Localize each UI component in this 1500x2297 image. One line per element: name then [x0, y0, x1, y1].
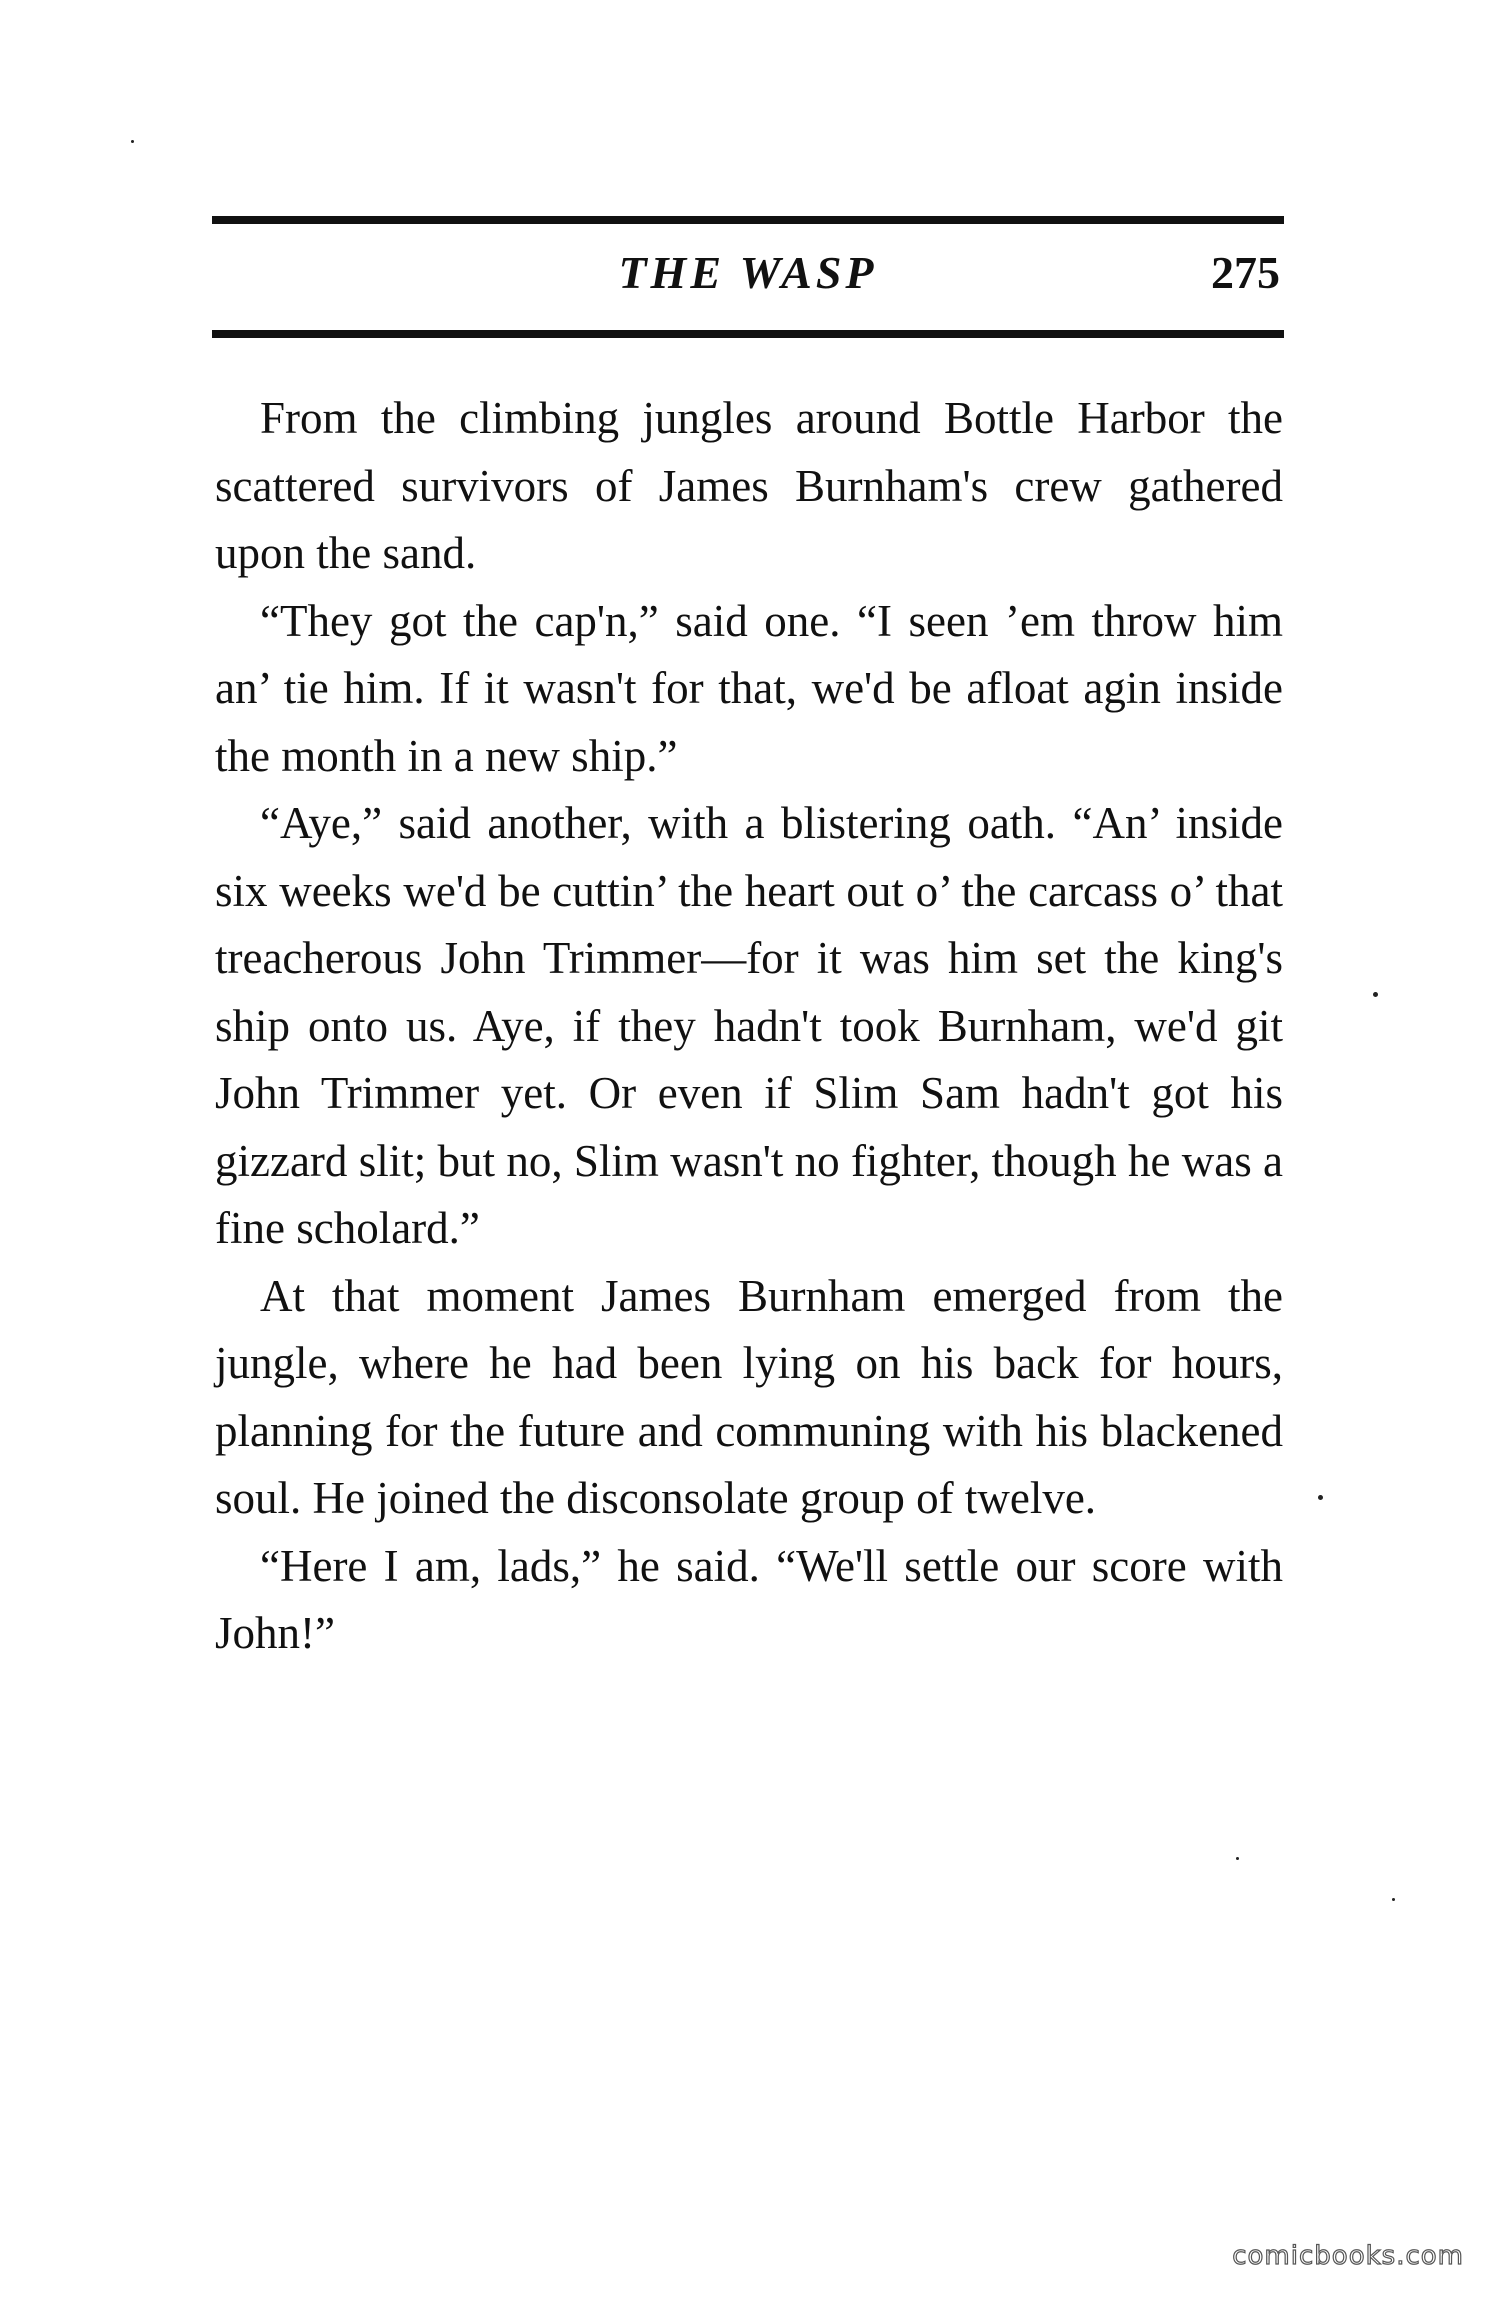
scan-speck: [1373, 992, 1378, 997]
watermark: comicbooks.com: [1232, 2241, 1464, 2271]
paragraph: From the climbing jungles around Bottle Harbor the scattered survivors of James Burnham's crew gathered upon the sand.: [215, 393, 1283, 578]
page-number: 275: [1211, 247, 1280, 298]
scan-speck: [131, 140, 134, 143]
scan-speck: [1318, 1495, 1323, 1500]
running-title: THE WASP: [618, 247, 878, 298]
paragraph: “Here I am, lads,” he said. “We'll settle our score with John!”: [215, 1540, 1283, 1658]
header-bottom-rule: [212, 330, 1284, 338]
header-top-rule: [212, 216, 1284, 224]
paragraph: “They got the cap'n,” said one. “I seen ’em throw him an’ tie him. If it wasn't for that, we'd be afloat agin inside the month in a new ship.”: [215, 595, 1283, 781]
paragraph: At that moment James Burnham emerged from the jungle, where he had been lying on his back for hours, planning for the future and communing with his blackened soul. He joined the disconsolate group of twelve.: [215, 1270, 1283, 1523]
running-head: [212, 236, 1284, 316]
scan-speck: [1392, 1898, 1395, 1901]
paragraph: “Aye,” said another, with a blistering oath. “An’ inside six weeks we'd be cuttin’ the heart out o’ the carcass o’ that treacherous John Trimmer—for it was him set the king's ship onto us. Aye, if they hadn't took Burnham, we'd git John Trimmer yet. Or even if Slim Sam hadn't got his gizzard slit; but no, Slim wasn't no fighter, though he was a fine scholard.”: [215, 798, 1283, 1253]
body-text: [215, 385, 1283, 1668]
scan-speck: [1236, 1857, 1239, 1860]
